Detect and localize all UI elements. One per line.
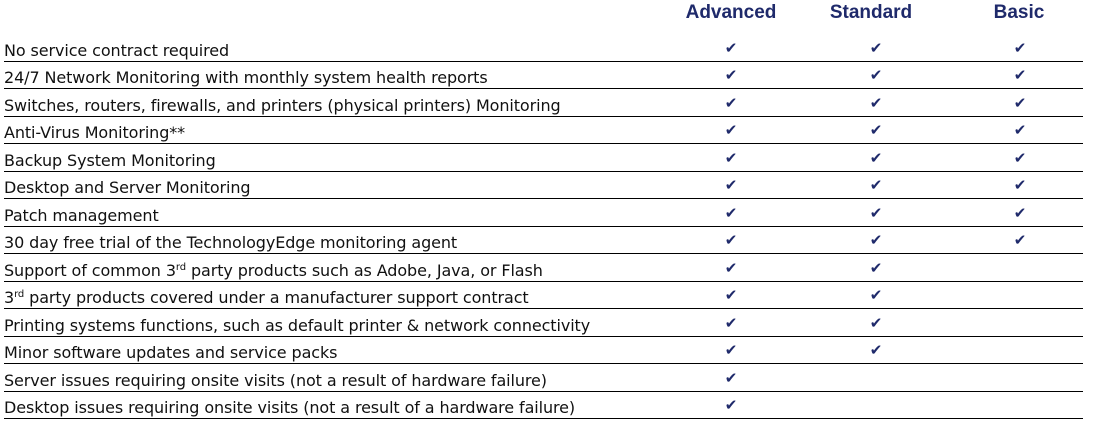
column-header-basic: Basic — [993, 2, 1045, 23]
feature-label: Server issues requiring onsite visits (not a result of hardware failure) — [4, 370, 547, 390]
table-row — [4, 144, 1083, 172]
checkmark-icon: ✔ — [724, 176, 738, 194]
checkmark-icon: ✔ — [1013, 121, 1027, 139]
table-row — [4, 392, 1083, 420]
checkmark-icon: ✔ — [869, 286, 883, 304]
checkmark-icon: ✔ — [869, 93, 883, 112]
checkmark-icon: ✔ — [724, 203, 738, 222]
checkmark-icon: ✔ — [869, 313, 883, 332]
table-row — [4, 337, 1083, 365]
table-row — [4, 34, 1083, 62]
checkmark-icon: ✔ — [869, 176, 883, 194]
checkmark-icon: ✔ — [724, 313, 738, 332]
checkmark-icon: ✔ — [724, 38, 738, 57]
feature-label: Minor software updates and service packs — [4, 343, 338, 362]
label-text: Support of common 3 — [4, 260, 176, 280]
checkmark-icon: ✔ — [869, 38, 883, 57]
table-row — [4, 62, 1083, 90]
checkmark-icon: ✔ — [724, 368, 738, 387]
feature-label — [4, 261, 543, 280]
checkmark-icon: ✔ — [724, 121, 738, 139]
checkmark-icon: ✔ — [724, 66, 738, 84]
checkmark-icon: ✔ — [724, 341, 738, 359]
checkmark-icon: ✔ — [724, 396, 738, 414]
feature-label: Printing systems functions, such as default printer & network connectivity — [4, 315, 591, 335]
checkmark-icon: ✔ — [724, 93, 738, 112]
checkmark-icon: ✔ — [1013, 176, 1027, 194]
feature-label: Desktop and Server Monitoring — [4, 178, 251, 197]
feature-label: Patch management — [4, 205, 159, 225]
table-row — [4, 227, 1083, 255]
feature-label: 24/7 Network Monitoring with monthly system health reports — [4, 68, 488, 87]
table-row — [4, 89, 1083, 117]
checkmark-icon: ✔ — [869, 121, 883, 139]
table-row — [4, 199, 1083, 227]
checkmark-icon: ✔ — [1013, 93, 1027, 112]
checkmark-icon: ✔ — [1013, 148, 1027, 167]
checkmark-icon: ✔ — [869, 148, 883, 167]
label-text: 3 — [4, 288, 15, 307]
feature-label: Backup System Monitoring — [4, 150, 216, 170]
table-row — [4, 172, 1083, 200]
ordinal-suffix: rd — [175, 261, 186, 273]
feature-table — [4, 34, 1083, 419]
feature-label: Anti-Virus Monitoring** — [4, 123, 186, 142]
checkmark-icon: ✔ — [869, 341, 883, 359]
checkmark-icon: ✔ — [1013, 203, 1027, 222]
feature-label: No service contract required — [4, 40, 230, 60]
column-header-standard: Standard — [829, 2, 913, 23]
checkmark-icon: ✔ — [724, 148, 738, 167]
table-row — [4, 117, 1083, 145]
label-text: party products covered under a manufacturer support contract — [24, 288, 529, 307]
column-header-advanced: Advanced — [685, 2, 777, 23]
checkmark-icon: ✔ — [1013, 66, 1027, 84]
checkmark-icon: ✔ — [1013, 231, 1027, 249]
table-row — [4, 254, 1083, 282]
checkmark-icon: ✔ — [1013, 38, 1027, 57]
feature-label: Desktop issues requiring onsite visits (not a result of a hardware failure) — [4, 398, 576, 417]
table-row — [4, 364, 1083, 392]
table-row — [4, 282, 1083, 310]
checkmark-icon: ✔ — [869, 231, 883, 249]
checkmark-icon: ✔ — [724, 258, 738, 277]
checkmark-icon: ✔ — [724, 231, 738, 249]
ordinal-suffix: rd — [14, 289, 25, 300]
feature-label: Switches, routers, firewalls, and printers (physical printers) Monitoring — [4, 95, 561, 115]
label-text: party products such as Adobe, Java, or Flash — [186, 260, 543, 280]
checkmark-icon: ✔ — [869, 258, 883, 277]
checkmark-icon: ✔ — [724, 286, 738, 304]
feature-label — [4, 288, 529, 307]
checkmark-icon: ✔ — [869, 66, 883, 84]
checkmark-icon: ✔ — [869, 203, 883, 222]
feature-label: 30 day free trial of the TechnologyEdge monitoring agent — [4, 233, 458, 252]
table-row — [4, 309, 1083, 337]
